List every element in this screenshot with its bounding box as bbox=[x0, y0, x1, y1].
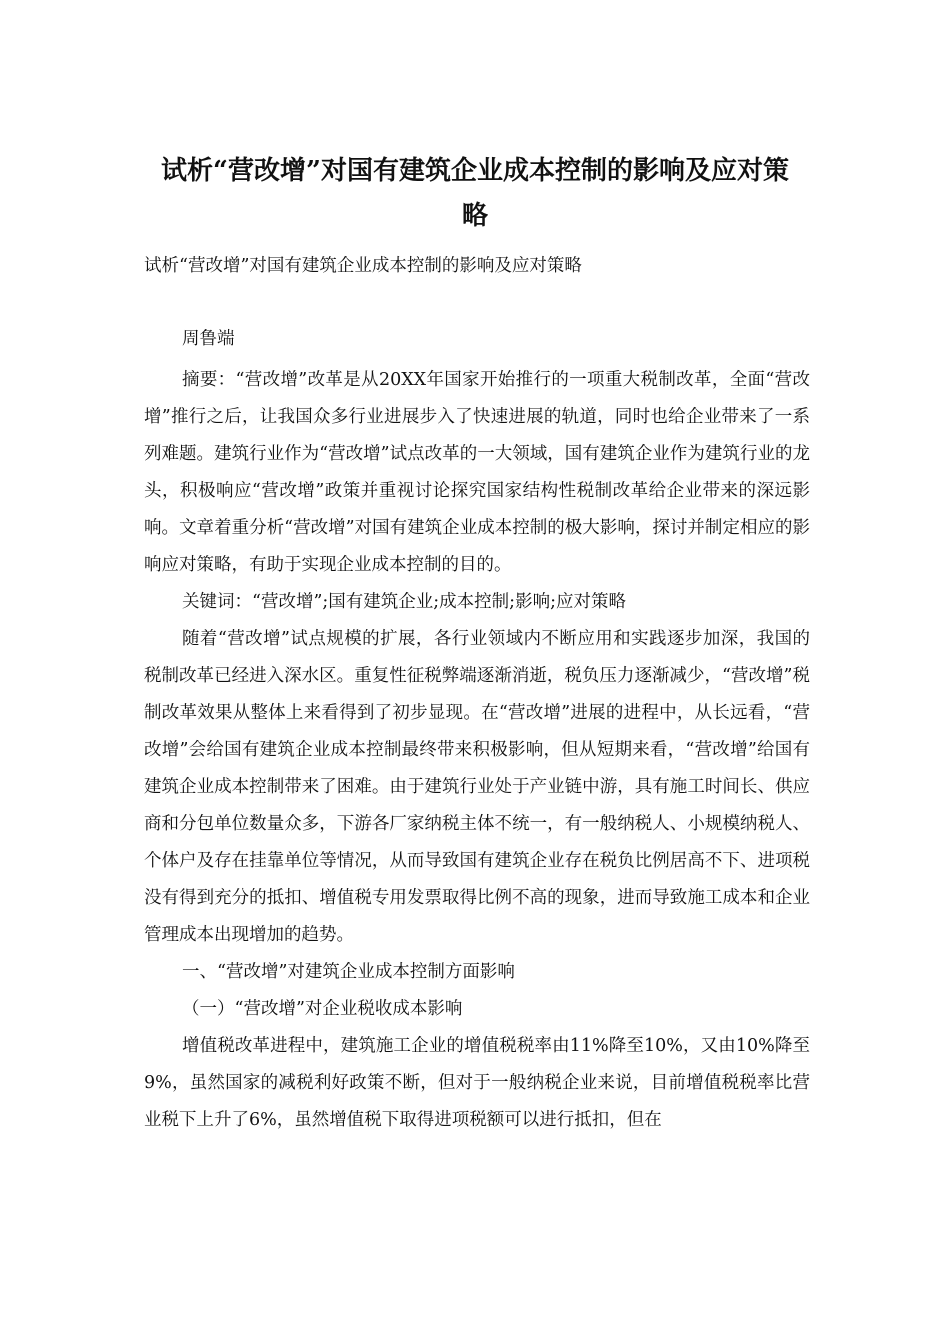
intro-paragraph: 随着“营改增”试点规模的扩展，各行业领域内不断应用和实践逐步加深，我国的税制改革已经进入深水区。重复性征税弊端逐渐消逝，税负压力逐渐减少，“营改增”税制改革效果从整体上来看得到了初步显现。在“营改增”进展的进程中，从长远看，“营改增”会给国有建筑企业成本控制最终带来积极影响，但从短期来看，“营改增”给国有建筑企业成本控制带来了困难。由于建筑行业处于产业链中游，具有施工时间长、供应商和分包单位数量众多，下游各厂家纳税主体不统一，有一般纳税人、小规模纳税人、个体户及存在挂靠单位等情况，从而导致国有建筑企业存在税负比例居高不下、进项税没有得到充分的抵扣、增值税专用发票取得比例不高的现象，进而导致施工成本和企业管理成本出现增加的趋势。 bbox=[144, 629, 810, 945]
document-title-line-2: 略 bbox=[461, 201, 488, 231]
author-name: 周鲁端 bbox=[182, 329, 235, 349]
document-subtitle: 试析“营改增”对国有建筑企业成本控制的影响及应对策略 bbox=[144, 256, 582, 276]
document-body bbox=[144, 362, 810, 1139]
section-heading-1: 一、“营改增”对建筑企业成本控制方面影响 bbox=[182, 962, 515, 982]
keywords-paragraph: 关键词：“营改增”;国有建筑企业;成本控制;影响;应对策略 bbox=[182, 592, 626, 612]
abstract-paragraph: 摘要：“营改增”改革是从20XX年国家开始推行的一项重大税制改革，全面“营改增”推行之后，让我国众多行业进展步入了快速进展的轨道，同时也给企业带来了一系列难题。建筑行业作为“营改增”试点改革的一大领域，国有建筑企业作为建筑行业的龙头，积极响应“营改增”政策并重视讨论探究国家结构性税制改革给企业带来的深远影响。文章着重分析“营改增”对国有建筑企业成本控制的极大影响，探讨并制定相应的影响应对策略，有助于实现企业成本控制的目的。 bbox=[144, 370, 810, 575]
subsection-heading-1: （一）“营改增”对企业税收成本影响 bbox=[182, 999, 463, 1019]
body-paragraph: 增值税改革进程中，建筑施工企业的增值税税率由11%降至10%，又由10%降至9%，虽然国家的减税利好政策不断，但对于一般纳税企业来说，目前增值税税率比营业税下上升了6%，虽然增值税下取得进项税额可以进行抵扣，但在 bbox=[144, 1036, 810, 1130]
document-title-line-1: 试析“营改增”对国有建筑企业成本控制的影响及应对策 bbox=[161, 156, 789, 186]
